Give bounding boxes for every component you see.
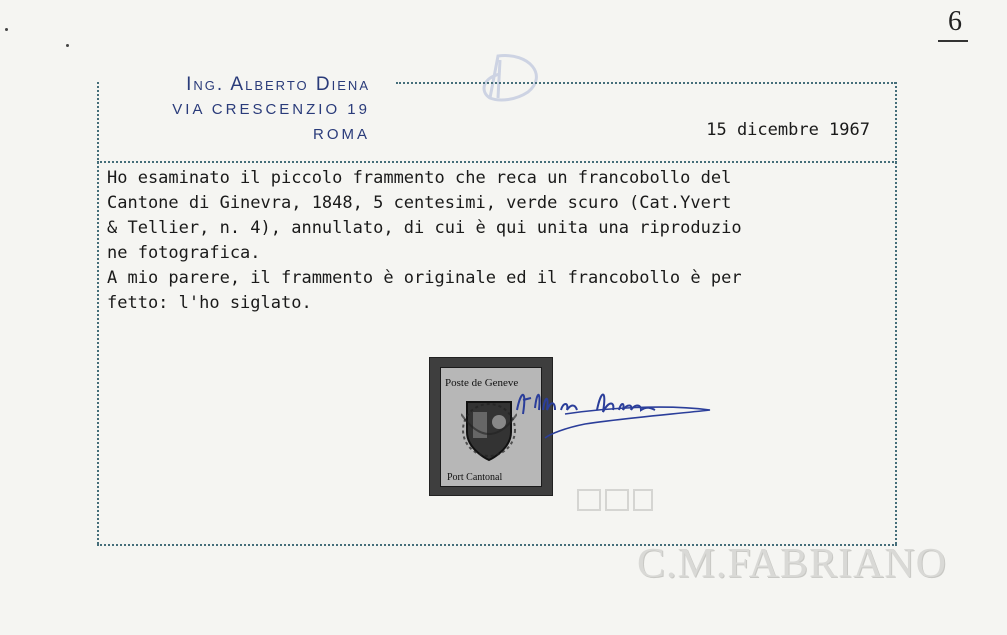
letterhead-name: Ing. Alberto Diena [186, 74, 370, 95]
page-number: 6 [948, 6, 962, 37]
stamp-bottom-text: Port Cantonal [447, 472, 503, 483]
body-line: fetto: l'ho siglato. [107, 293, 312, 313]
certificate-date: 15 dicembre 1967 [706, 120, 870, 140]
paper-watermark: C.M.FABRIANO [637, 541, 947, 587]
letterhead-city: ROMA [313, 126, 370, 143]
paper-speck [5, 28, 8, 31]
monogram-d-icon [470, 48, 550, 108]
certificate-body [107, 166, 882, 316]
page-number-underline [938, 40, 968, 42]
body-line: ne fotografica. [107, 243, 261, 263]
frame-border-left [97, 82, 99, 544]
frame-border-top [396, 82, 896, 84]
paper-speck [66, 44, 69, 47]
body-line: Cantone di Ginevra, 1848, 5 centesimi, verde scuro (Cat.Yvert [107, 193, 732, 213]
body-line: A mio parere, il frammento è originale ed il francobollo è per [107, 268, 742, 288]
signature-icon [505, 380, 720, 440]
faint-postmark-mark [576, 486, 656, 516]
letterhead-street: VIA CRESCENZIO 19 [172, 101, 370, 118]
stamp-top-text: Poste de Geneve [445, 377, 519, 389]
letterhead [100, 72, 370, 148]
frame-divider [97, 161, 897, 163]
body-line: Ho esaminato il piccolo frammento che reca un francobollo del [107, 168, 732, 188]
frame-border-right [895, 82, 897, 544]
body-line: & Tellier, n. 4), annullato, di cui è qui unita una riproduzio [107, 218, 742, 238]
